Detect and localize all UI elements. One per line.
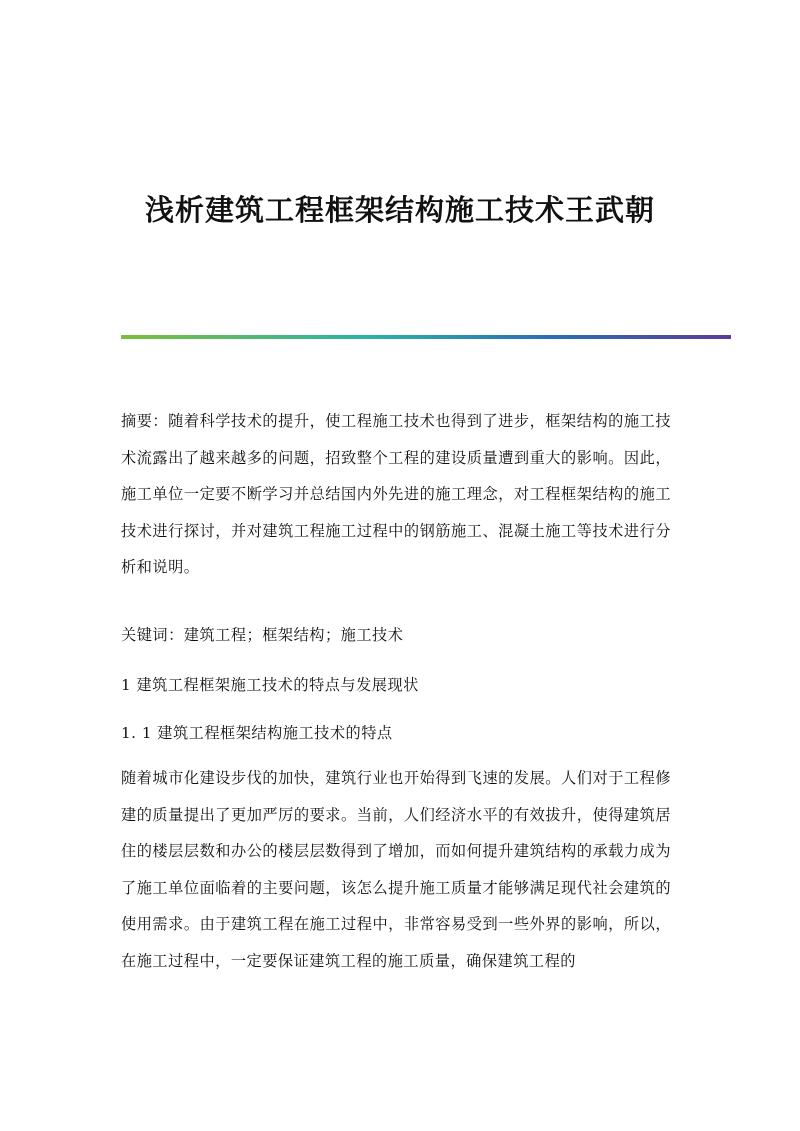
page-title: 浅析建筑工程框架结构施工技术王武朝 xyxy=(144,193,655,227)
section-heading-1: 1 建筑工程框架施工技术的特点与发展现状 xyxy=(121,676,419,694)
keywords-line: 关键词：建筑工程；框架结构；施工技术 xyxy=(121,626,404,644)
section-heading-1-1: 1. 1 建筑工程框架结构施工技术的特点 xyxy=(121,724,393,742)
body-paragraph: 随着城市化建设步伐的加快，建筑行业也开始得到飞速的发展。人们对于工程修建的质量提出了更加严厉的要求。当前，人们经济水平的有效拔升，使得建筑居住的楼层层数和办公的楼层层数得到了增加，而如何提升建筑结构的承载力成为了施工单位面临着的主要问题，该怎么提升施工质量才能够满足现代社会建筑的使用需求。由于建筑工程在施工过程中，非常容易受到一些外界的影响，所以，在施工过程中，一定要保证建筑工程的施工质量，确保建筑工程的 xyxy=(121,769,671,970)
title-divider xyxy=(121,335,731,339)
abstract-paragraph: 摘要：随着科学技术的提升，使工程施工技术也得到了进步，框架结构的施工技术流露出了越来越多的问题，招致整个工程的建设质量遭到重大的影响。因此，施工单位一定要不断学习并总结国内外先进的施工理念，对工程框架结构的施工技术进行探讨，并对建筑工程施工过程中的钢筋施工、混凝土施工等技术进行分析和说明。 xyxy=(121,412,671,577)
